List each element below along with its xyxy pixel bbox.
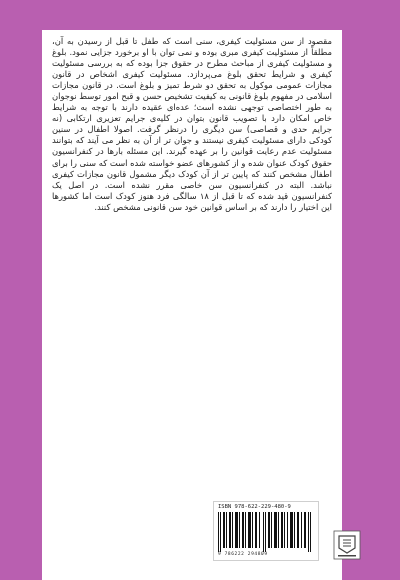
barcode-digits: 9 786222 294809: [218, 552, 268, 557]
isbn-barcode: [213, 501, 319, 561]
back-cover-description: مقصود از سن مسئولیت کیفری، سنی است که طفل تا قبل از رسیدن به آن، مطلقاً از مسئولیت کیفری مبری بوده و نمی توان با او برخورد جزایی نمود. بلوغ و مسئولیت کیفری از مباحث مطرح در حقوق جزا بوده که به بررسی مسئولیت کیفری و شرایط تحقق بلوغ می‌پردازد. مسئولیت کیفری اشخاص در قانون مجازات عمومی موکول به تحقق دو شرط تمیز و بلوغ است. در قانون مجازات اسلامی در مفهوم بلوغ قانونی به کیفیت تشخیص حسن و قبح امور توسط نوجوان به طور اختصاصی توجهی نشده است؛ عده‌ای عقیده دارند با توجه به شرایط خاص امکان دارد با تصویب قانون بتوان در کلیه‌ی جرایم تعزیری ارتکابی (نه جرایم حدی و قصاصی) سن دیگری را درنظر گرفت. اصولا اطفال در سنین کودکی دارای مسئولیت کیفری نیستند و جوان تر از آن به نظر می آیند که بتوانند مسئولیت عدم رعایت قوانین را بر عهده گیرند. این مسئله بارها در کنفرانسیون حقوق کودک عنوان شده و از کشورهای عضو خواسته شده است که سنی را برای اطفال مشخص کنند که پایین تر از آن کودک دیگر مشمول قانون مجازات کیفری نباشد. البته در کنفرانسیون سن خاصی مقرر نشده است. در اصل یک کنفرانسیون قید شده که تا قبل از ۱۸ سالگی فرد هنوز کودک است اما کشورها این اختیار را دارند که بر اساس قوانین خود سن قانونی مشخص کنند.: [51, 36, 332, 212]
isbn-number: ISBN 978-622-229-480-9: [218, 504, 291, 510]
publisher-logo-icon: [333, 530, 361, 560]
barcode-bars-icon: [218, 512, 314, 552]
